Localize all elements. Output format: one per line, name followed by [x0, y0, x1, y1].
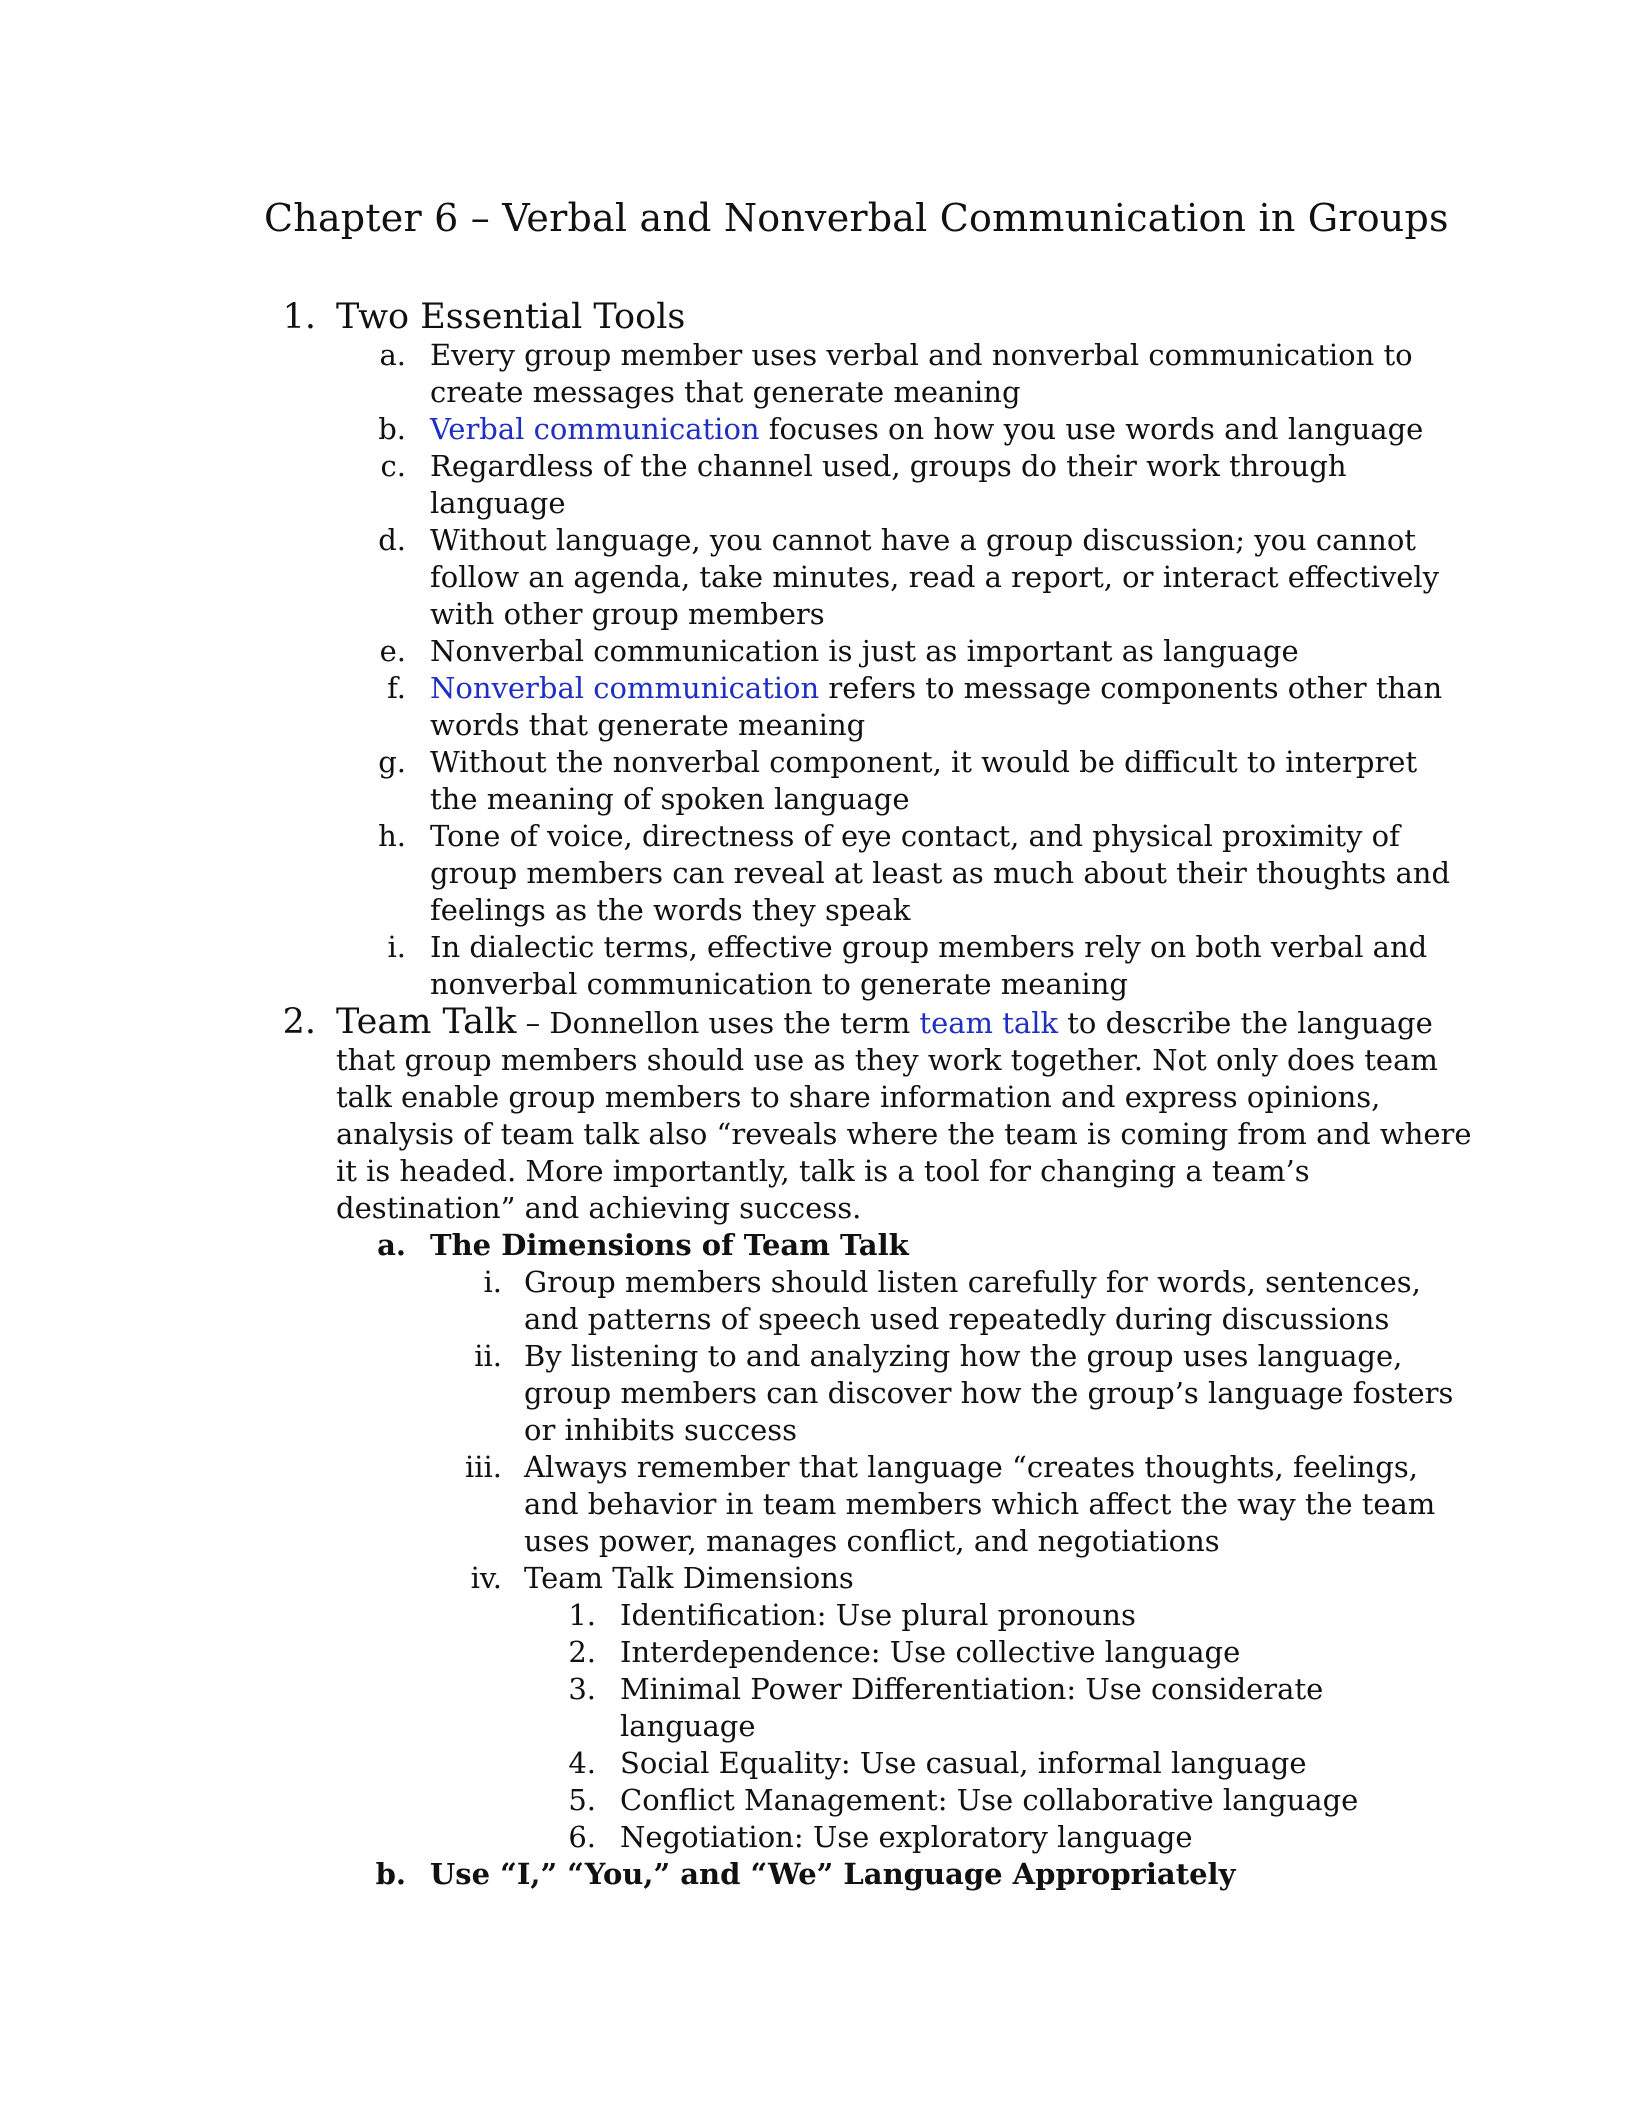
item-1h-line-2: group members can reveal at least as much about their thoughts and — [430, 856, 1451, 890]
section-1-heading: Two Essential Tools — [336, 297, 686, 337]
section-2-intro-line-3: talk enable group members to share information and express opinions, — [336, 1080, 1381, 1114]
item-1b-text: focuses on how you use words and language — [759, 412, 1424, 446]
chapter-title: Chapter 6 – Verbal and Nonverbal Communication in Groups — [264, 196, 1449, 240]
dimension-2-marker: 2. — [568, 1635, 596, 1669]
item-2a-iv-line-1: Team Talk Dimensions — [524, 1561, 854, 1595]
item-1a-line-2: create messages that generate meaning — [430, 375, 1021, 409]
section-1-number: 1. — [282, 297, 316, 337]
section-2-intro-post: to describe the language — [1058, 1006, 1433, 1040]
dimension-4-marker: 4. — [568, 1746, 596, 1780]
item-1i-line-1: In dialectic terms, effective group members rely on both verbal and — [430, 930, 1428, 964]
item-1c-marker: c. — [380, 449, 406, 483]
item-1b-line-1 — [430, 411, 1423, 448]
verbal-communication-term: Verbal communication — [430, 412, 760, 446]
subsection-a-heading: The Dimensions of Team Talk — [430, 1228, 909, 1262]
item-1h-marker: h. — [378, 819, 406, 853]
item-1f-marker: f. — [387, 671, 406, 705]
dimension-1-marker: 1. — [568, 1598, 596, 1632]
item-2a-iv-marker: iv. — [470, 1561, 502, 1595]
item-1a-line-1: Every group member uses verbal and nonverbal communication to — [430, 338, 1413, 372]
item-1g-line-1: Without the nonverbal component, it would be difficult to interpret — [430, 745, 1418, 779]
item-1a-marker: a. — [379, 338, 406, 372]
item-2a-i-line-1: Group members should listen carefully for words, sentences, — [524, 1265, 1421, 1299]
item-1c-line-1: Regardless of the channel used, groups do their work through — [430, 449, 1347, 483]
item-1e-line-1: Nonverbal communication is just as important as language — [430, 634, 1299, 668]
section-2-number: 2. — [282, 1002, 316, 1042]
item-1d-line-1: Without language, you cannot have a group discussion; you cannot — [430, 523, 1416, 557]
section-2-intro-line-5: it is headed. More importantly, talk is a tool for changing a team’s — [336, 1154, 1310, 1188]
item-1c-line-2: language — [430, 486, 566, 520]
item-2a-iii-line-3: uses power, manages conflict, and negotiations — [524, 1524, 1220, 1558]
item-1b-marker: b. — [378, 412, 406, 446]
dimension-3-text-line-1: Minimal Power Differentiation: Use considerate — [620, 1672, 1324, 1706]
item-2a-iii-line-2: and behavior in team members which affect the way the team — [524, 1487, 1436, 1521]
subsection-b-heading: Use “I,” “You,” and “We” Language Appropriately — [430, 1857, 1236, 1891]
dimension-3-text-line-2: language — [620, 1709, 756, 1743]
item-1i-marker: i. — [387, 930, 406, 964]
item-1f-text: refers to message components other than — [819, 671, 1443, 705]
team-talk-term: team talk — [919, 1006, 1059, 1040]
section-2-heading: Team Talk — [336, 1002, 517, 1042]
subsection-b-marker: b. — [375, 1857, 406, 1891]
item-1h-line-3: feelings as the words they speak — [430, 893, 911, 927]
item-1d-line-3: with other group members — [430, 597, 825, 631]
dimension-5-marker: 5. — [568, 1783, 596, 1817]
item-1f-line-1 — [430, 670, 1442, 707]
item-1i-line-2: nonverbal communication to generate meaning — [430, 967, 1128, 1001]
item-2a-ii-line-2: group members can discover how the group’s language fosters — [524, 1376, 1454, 1410]
subsection-a-marker: a. — [377, 1228, 406, 1262]
item-1d-line-2: follow an agenda, take minutes, read a report, or interact effectively — [430, 560, 1440, 594]
section-2-intro-line-4: analysis of team talk also “reveals where the team is coming from and where — [336, 1117, 1472, 1151]
dimension-1-text: Identification: Use plural pronouns — [620, 1598, 1136, 1632]
item-2a-ii-line-3: or inhibits success — [524, 1413, 798, 1447]
item-2a-i-marker: i. — [483, 1265, 502, 1299]
dimension-6-marker: 6. — [568, 1820, 596, 1854]
dimension-6-text: Negotiation: Use exploratory language — [620, 1820, 1193, 1854]
item-2a-iii-marker: iii. — [464, 1450, 502, 1484]
nonverbal-communication-term: Nonverbal communication — [430, 671, 820, 705]
item-2a-iii-line-1: Always remember that language “creates thoughts, feelings, — [524, 1450, 1418, 1484]
item-2a-i-line-2: and patterns of speech used repeatedly during discussions — [524, 1302, 1390, 1336]
section-2-intro-line-6: destination” and achieving success. — [336, 1191, 862, 1225]
item-1d-marker: d. — [378, 523, 406, 557]
section-2-intro-line-1 — [336, 1002, 1433, 1042]
item-1g-marker: g. — [378, 745, 406, 779]
dimension-4-text: Social Equality: Use casual, informal language — [620, 1746, 1307, 1780]
item-1h-line-1: Tone of voice, directness of eye contact, and physical proximity of — [430, 819, 1400, 853]
item-2a-ii-marker: ii. — [474, 1339, 502, 1373]
item-1g-line-2: the meaning of spoken language — [430, 782, 910, 816]
dimension-5-text: Conflict Management: Use collaborative language — [620, 1783, 1359, 1817]
item-1e-marker: e. — [379, 634, 406, 668]
item-2a-ii-line-1: By listening to and analyzing how the group uses language, — [524, 1339, 1403, 1373]
section-2-intro-line-2: that group members should use as they work together. Not only does team — [336, 1043, 1438, 1077]
item-1f-line-2: words that generate meaning — [430, 708, 866, 742]
section-2-intro-pre: – Donnellon uses the term — [516, 1006, 920, 1040]
dimension-3-marker: 3. — [568, 1672, 596, 1706]
dimension-2-text: Interdependence: Use collective language — [620, 1635, 1241, 1669]
